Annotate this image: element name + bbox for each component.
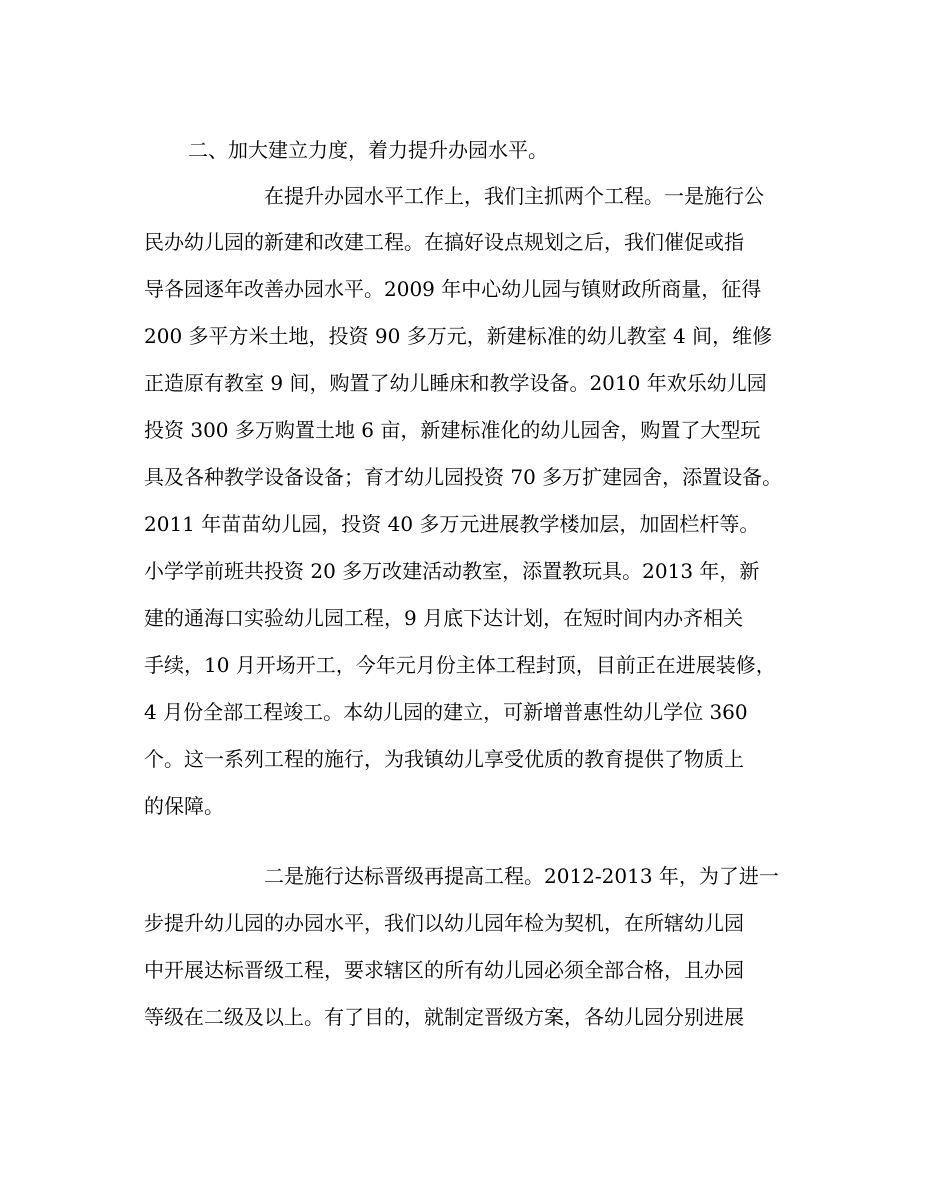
paragraph-line: 手续，10 月开场开工，今年元月份主体工程封顶，目前正在进展装修， <box>144 653 776 677</box>
section-heading: 二、加大建立力度，着力提升办园水平。 <box>188 138 548 162</box>
paragraph-line: 建的通海口实验幼儿园工程，9 月底下达计划，在短时间内办齐相关 <box>144 606 744 630</box>
paragraph-line: 4 月份全部工程竣工。本幼儿园的建立，可新增普惠性幼儿学位 360 <box>144 700 748 724</box>
paragraph-line: 等级在二级及以上。有了目的，就制定晋级方案，各幼儿园分别进展 <box>144 1005 744 1029</box>
paragraph-line: 中开展达标晋级工程，要求辖区的所有幼儿园必须全部合格，且办园 <box>144 958 744 982</box>
paragraph-line: 民办幼儿园的新建和改建工程。在搞好设点规划之后，我们催促或指 <box>144 230 744 254</box>
paragraph-line: 小学学前班共投资 20 多万改建活动教室，添置教玩具。2013 年，新 <box>144 559 760 583</box>
paragraph-line: 个。这一系列工程的施行，为我镇幼儿享受优质的教育提供了物质上 <box>144 747 744 771</box>
paragraph-line: 投资 300 多万购置土地 6 亩，新建标准化的幼儿园舍，购置了大型玩 <box>144 418 761 442</box>
paragraph-line: 具及各种教学设备设备；育才幼儿园投资 70 多万扩建园舍，添置设备。 <box>144 465 783 489</box>
paragraph-line: 正造原有教室 9 间，购置了幼儿睡床和教学设备。2010 年欢乐幼儿园 <box>144 371 767 395</box>
paragraph-line: 步提升幼儿园的办园水平，我们以幼儿园年检为契机，在所辖幼儿园 <box>144 911 744 935</box>
paragraph-line: 在提升办园水平工作上，我们主抓两个工程。一是施行公 <box>264 184 764 208</box>
paragraph-line: 导各园逐年改善办园水平。2009 年中心幼儿园与镇财政所商量，征得 <box>144 277 762 301</box>
paragraph-line: 的保障。 <box>144 794 224 818</box>
paragraph-line: 二是施行达标晋级再提高工程。2012-2013 年，为了进一 <box>264 864 779 888</box>
paragraph-line: 200 多平方米土地，投资 90 多万元，新建标准的幼儿教室 4 间，维修 <box>144 324 773 348</box>
paragraph-line: 2011 年苗苗幼儿园，投资 40 多万元进展教学楼加层，加固栏杆等。 <box>144 512 760 536</box>
